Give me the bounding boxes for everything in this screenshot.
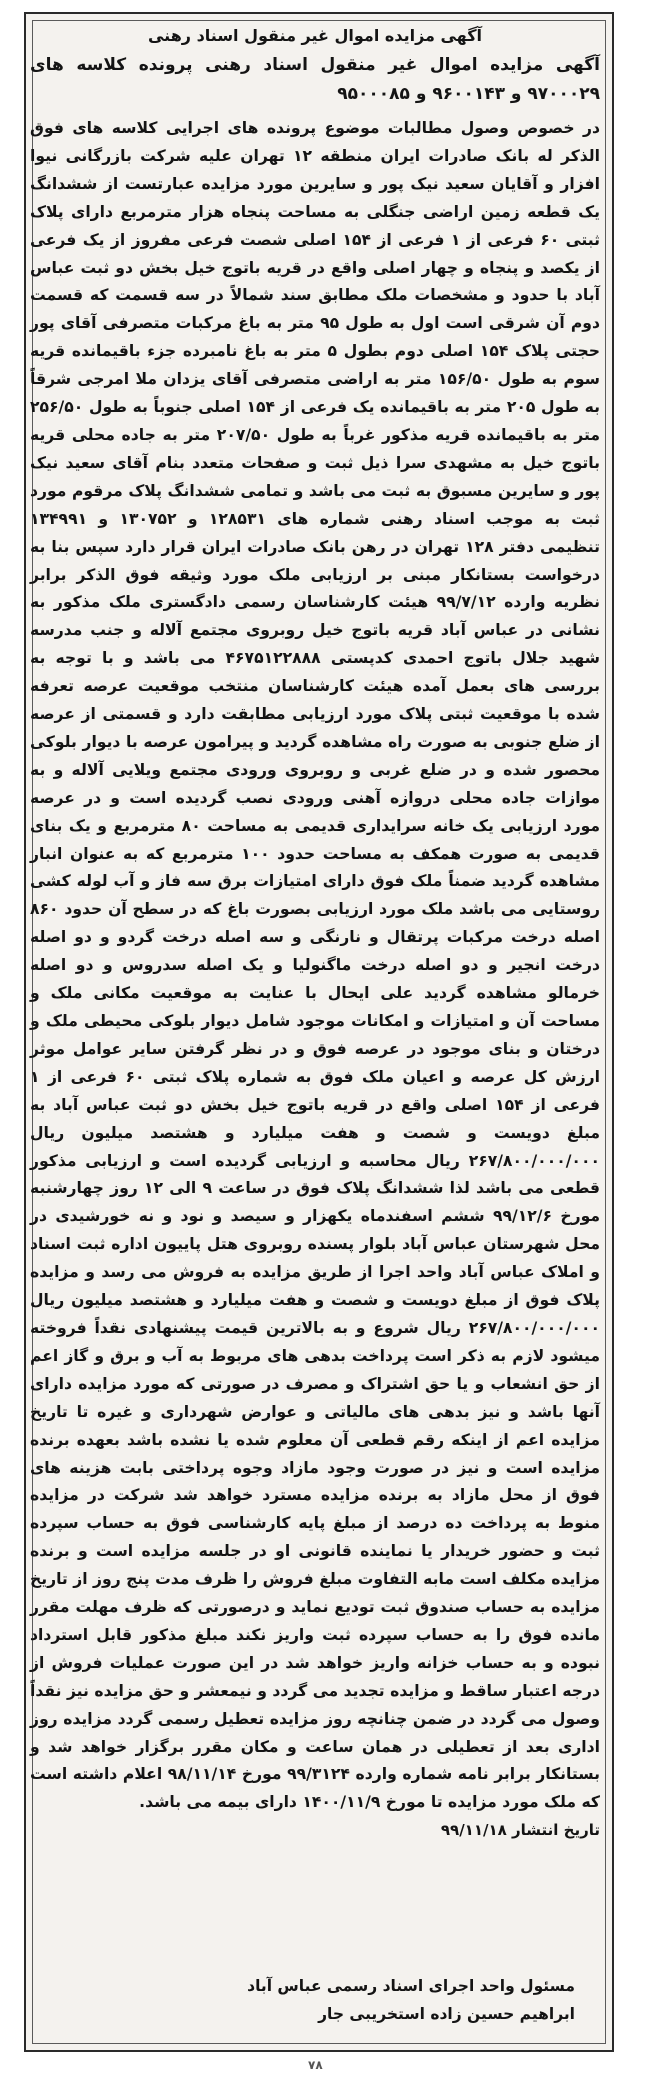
footer-handwritten-mark: ۷۸	[308, 2058, 323, 2072]
signature-block	[30, 1972, 575, 2028]
notice-subtitle: آگهی مزایده اموال غیر منقول اسناد رهنی پرونده کلاسه های ۹۷۰۰۰۲۹ و ۹۶۰۰۱۴۳ و ۹۵۰۰۰۸۵	[30, 55, 600, 104]
signature-office: مسئول واحد اجرای اسناد رسمی عباس آباد	[247, 1977, 575, 1995]
signature-name: ابراهیم حسین زاده استخریبی جار	[318, 2005, 575, 2023]
notice-body: در خصوص وصول مطالبات موضوع پرونده های اجرایی کلاسه های فوق الذکر له بانک صادرات ایران منطقه ۱۲ تهران علیه شرکت بازرگانی نیوا افزار و آقایان سعید نیک پور و سایرین مورد مزایده عبارتست از ششدانگ یک قطعه زمین اراضی جنگلی به مساحت پنجاه هزار مترمربع دارای پلاک ثبتی ۶۰ فرعی از ۱ فرعی از ۱۵۴ اصلی شصت فرعی مفروز از یک فرعی از یکصد و پنجاه و چهار اصلی واقع در قریه باتوج خیل بخش دو ثبت عباس آباد با حدود و مشخصات ملک مطابق سند شمالاً در سه قسمت که قسمت دوم آن شرقی است اول به طول ۹۵ متر به باغ مرکبات متصرفی آقای پور حجتی پلاک ۱۵۴ اصلی دوم بطول ۵ متر به باغ نامبرده جزء باقیمانده قریه سوم به طول ۱۵۶/۵۰ متر به اراضی متصرفی آقای یزدان ملا امرجی شرقاً به طول ۲۰۵ متر به باقیمانده یک فرعی از ۱۵۴ اصلی جنوباً به طول ۲۵۶/۵۰ متر به باقیمانده قریه مذکور غرباً به طول ۲۰۷/۵۰ متر به جاده محلی قریه باتوج خیل به مشهدی سرا ذیل ثبت و صفحات متعدد بنام آقای سعید نیک پور و سایرین مسبوق به ثبت می باشد و تمامی ششدانگ پلاک مرقوم مورد ثبت به موجب اسناد رهنی شماره های ۱۲۸۵۳۱ و ۱۳۰۷۵۲ و ۱۳۴۹۹۱ تنظیمی دفتر ۱۲۸ تهران در رهن بانک صادرات ایران قرار دارد سپس بنا به درخواست بستانکار مبنی بر ارزیابی ملک مورد وثیقه فوق الذکر برابر نظریه وارده ۹۹/۷/۱۲ هیئت کارشناسان رسمی دادگستری ملک مذکور به نشانی در عباس آباد قریه باتوج خیل روبروی مجتمع آلاله و جنب مدرسه شهید جلال باتوج احمدی کدپستی ۴۶۷۵۱۲۲۸۸۸ می باشد و با توجه به بررسی های بعمل آمده هیئت کارشناسان منتخب موقعیت عرصه تعرفه شده با موقعیت ثبتی پلاک مورد ارزیابی مطابقت دارد و قسمتی از عرصه از ضلع جنوبی به صورت راه مشاهده گردید و پیرامون عرصه با دیوار بلوکی محصور شده و در ضلع غربی و روبروی ورودی مجتمع ویلایی آلاله و به موازات جاده محلی دروازه آهنی ورودی نصب گردیده است و در عرصه مورد ارزیابی یک خانه سرایداری قدیمی به مساحت ۸۰ مترمربع و یک بنای قدیمی به صورت همکف به مساحت حدود ۱۰۰ مترمربع که به عنوان انبار مشاهده گردید ضمناً ملک فوق دارای امتیازات برق سه فاز و آب لوله کشی روستایی می باشد ملک مورد ارزیابی بصورت باغ که در سطح آن حدود ۸۶۰ اصله درخت مرکبات پرتقال و نارنگی و سه اصله درخت گردو و دو اصله درخت انجیر و دو اصله درخت ماگنولیا و یک اصله سدروس و دو اصله خرمالو مشاهده گردید علی ایحال با عنایت به موقعیت مکانی ملک و مساحت آن و امتیازات و امکانات موجود شامل دیوار بلوکی محیطی ملک و درختان و بنای موجود در عرصه فوق و در نظر گرفتن سایر عوامل موثر ارزش کل عرصه و اعیان ملک فوق به شماره پلاک ثبتی ۶۰ فرعی از ۱ فرعی از ۱۵۴ اصلی واقع در قریه باتوج خیل بخش دو ثبت عباس آباد به مبلغ دویست و شصت و هفت میلیارد و هشتصد میلیون ریال ۲۶۷/۸۰۰/۰۰۰/۰۰۰ ریال محاسبه و ارزیابی گردیده است و ارزیابی مذکور قطعی می باشد لذا ششدانگ پلاک فوق در ساعت ۹ الی ۱۲ روز چهارشنبه مورخ ۹۹/۱۲/۶ ششم اسفندماه یکهزار و سیصد و نود و نه خورشیدی در محل شهرستان عباس آباد بلوار پسنده روبروی هتل پاییون اداره ثبت اسناد و املاک عباس آباد واحد اجرا از طریق مزایده به فروش می رسد و مزایده پلاک فوق از مبلغ دویست و شصت و هفت میلیارد و هشتصد میلیون ریال ۲۶۷/۸۰۰/۰۰۰/۰۰۰ ریال شروع و به بالاترین قیمت پیشنهادی نقداً فروخته میشود لازم به ذکر است پرداخت بدهی های مربوط به آب و برق و گاز اعم از حق انشعاب و یا حق اشتراک و مصرف در صورتی که مورد مزایده دارای آنها باشد و نیز بدهی های مالیاتی و عوارض شهرداری و غیره تا تاریخ مزایده اعم از اینکه رقم قطعی آن معلوم شده یا نشده باشد بعهده برنده مزایده است و نیز در صورت وجود مازاد وجوه پرداختی بابت هزینه های فوق از محل مازاد به برنده مزایده مسترد خواهد شد شرکت در مزایده منوط به پرداخت ده درصد از مبلغ پایه کارشناسی فوق به حساب سپرده ثبت و حضور خریدار یا نماینده قانونی او در جلسه مزایده است و برنده مزایده مکلف است مابه التفاوت مبلغ فروش را ظرف مدت پنج روز از تاریخ مزایده به حساب صندوق ثبت تودیع نماید و درصورتی که ظرف مهلت مقرر مانده فوق را به حساب سپرده ثبت واریز نکند مبلغ مذکور قابل استرداد نبوده و به حساب خزانه واریز خواهد شد در این صورت عملیات فروش از درجه اعتبار ساقط و مزایده تجدید می گردد و نیمعشر و حق مزایده نیز نقداً وصول می گردد در ضمن چنانچه روز مزایده تعطیل رسمی گردد مزایده روز اداری بعد از تعطیلی در همان ساعت و مکان مقرر برگزار خواهد شد و بستانکار برابر نامه شماره وارده ۹۹/۳۱۲۴ مورخ ۹۸/۱۱/۱۴ اعلام داشته است که ملک مورد مزایده تا مورخ ۱۴۰۰/۱۱/۹ دارای بیمه می باشد.	[30, 119, 601, 1812]
notice-title: آگهی مزایده اموال غیر منقول اسناد رهنی	[147, 26, 483, 45]
publish-date: تاریخ انتشار ۹۹/۱۱/۱۸	[440, 1821, 600, 1840]
auction-notice	[30, 22, 600, 1843]
